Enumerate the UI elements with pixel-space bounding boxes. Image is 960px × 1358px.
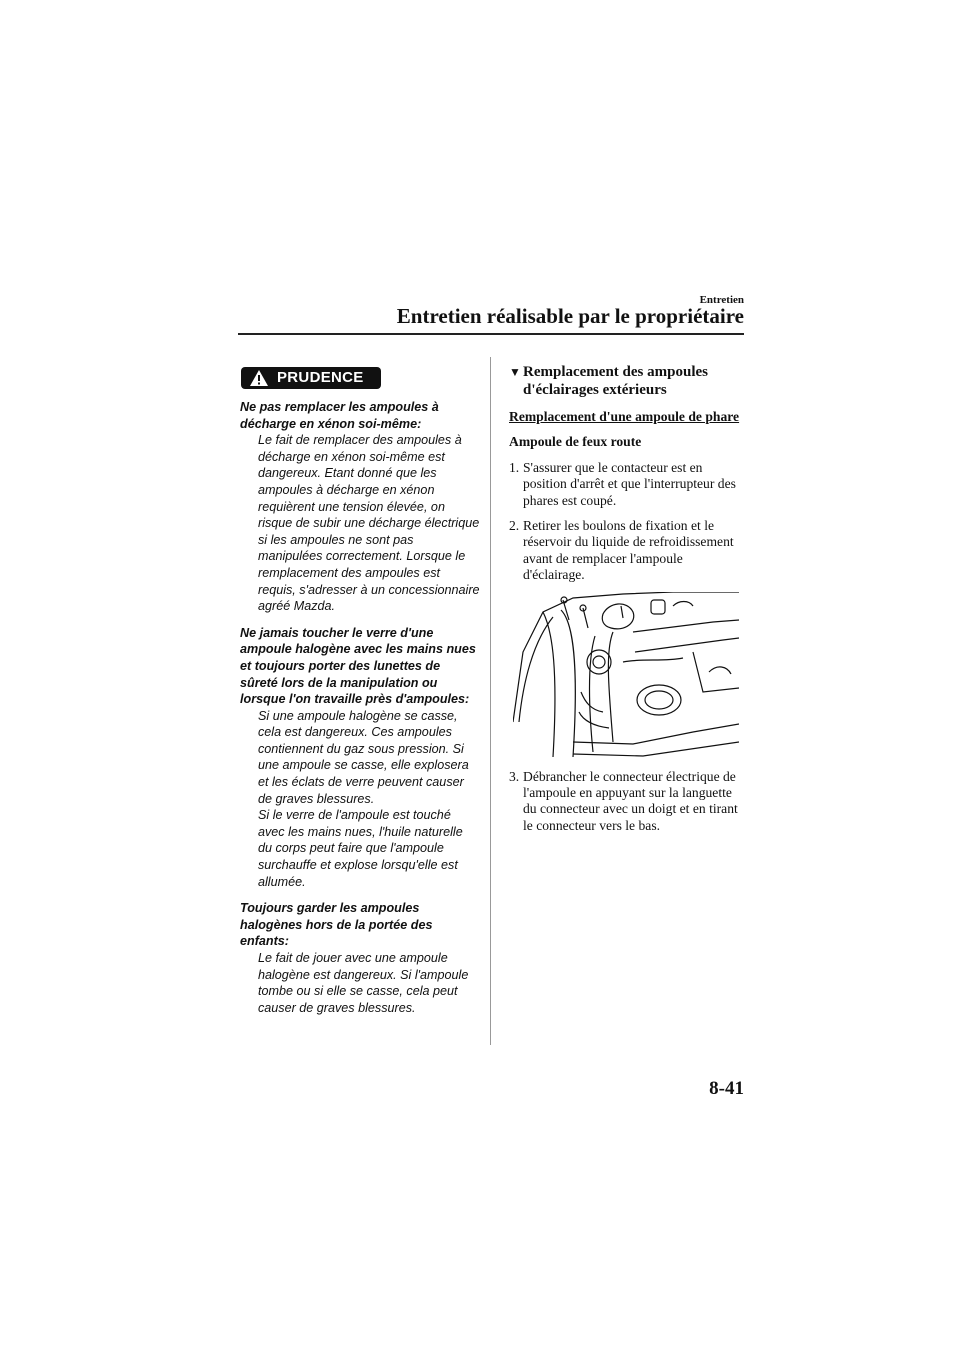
column-divider [490,357,491,1045]
step-text: S'assurer que le contacteur est en position d'arrêt et que l'interrupteur des phares est coupé. [523,459,736,508]
warning-item [240,399,480,615]
warning-triangle-icon [241,367,277,389]
instructions-column [509,363,745,834]
step-text: Retirer les boulons de fixation et le réservoir du liquide de refroidissement avant de remplacer l'ampoule d'éclairage. [523,518,734,583]
header-rule [238,333,744,335]
step-item [509,769,745,835]
step-text: Débrancher le connecteur électrique de l'ampoule en appuyant sur la languette du connecteur avec un doigt et en tirant le connecteur vers le bas. [523,768,738,833]
warning-heading: Toujours garder les ampoules halogènes hors de la portée des enfants: [240,901,433,949]
warning-text: Le fait de jouer avec une ampoule halogène est dangereux. Si l'ampoule tombe ou si elle se casse, cela peut causer de graves blessures. [258,951,469,1015]
section-title: Remplacement des ampoules d'éclairages extérieurs [523,364,708,398]
warning-text: Si le verre de l'ampoule est touché avec les mains nues, l'huile naturelle du corps peut faire que l'ampoule surchauffe et explose lorsqu'elle est allumée. [258,808,463,889]
section-marker-icon: ▼ [509,365,521,379]
caution-box [240,367,480,1016]
warning-heading: Ne pas remplacer les ampoules à décharge en xénon soi-même: [240,400,439,431]
page-number: 8-41 [709,1078,744,1099]
step-item [509,460,745,509]
warning-item [240,625,480,891]
caution-label: PRUDENCE [277,368,364,386]
warning-text: Le fait de remplacer des ampoules à décharge en xénon soi-même est dangereux. Etant donné que les ampoules à décharge en xénon requièrent une tension élevée, on risque de subir une décharge électrique si les ampoules ne sont pas manipulées correctement. Lorsque le remplacement des ampoules est requis, s'adresser à un concessionnaire agréé Mazda. [258,433,480,614]
page-title: Entretien réalisable par le propriétaire [396,304,744,328]
caution-banner [241,367,381,389]
warning-text: Si une ampoule halogène se casse, cela est dangereux. Ces ampoules contiennent du gaz sous pression. Si une ampoule se casse, elle explosera et les éclats de verre peuvent causer de graves blessures. [258,708,469,806]
step-number: 1. [509,459,520,475]
step-number: 2. [509,518,520,534]
engine-bay-illustration [513,592,739,760]
chapter-label: Entretien [699,294,744,306]
subsection-title: Remplacement d'une ampoule de phare [509,409,740,424]
step-item [509,518,745,584]
warning-heading: Ne jamais toucher le verre d'une ampoule halogène avec les mains nues et toujours porter des lunettes de sûreté lors de la manipulation ou lorsque l'on travaille près d'ampoules: [240,625,476,707]
step-number: 3. [509,768,520,784]
section-heading [509,363,745,399]
warning-item [240,900,480,1016]
procedure-title: Ampoule de feux route [509,434,642,450]
